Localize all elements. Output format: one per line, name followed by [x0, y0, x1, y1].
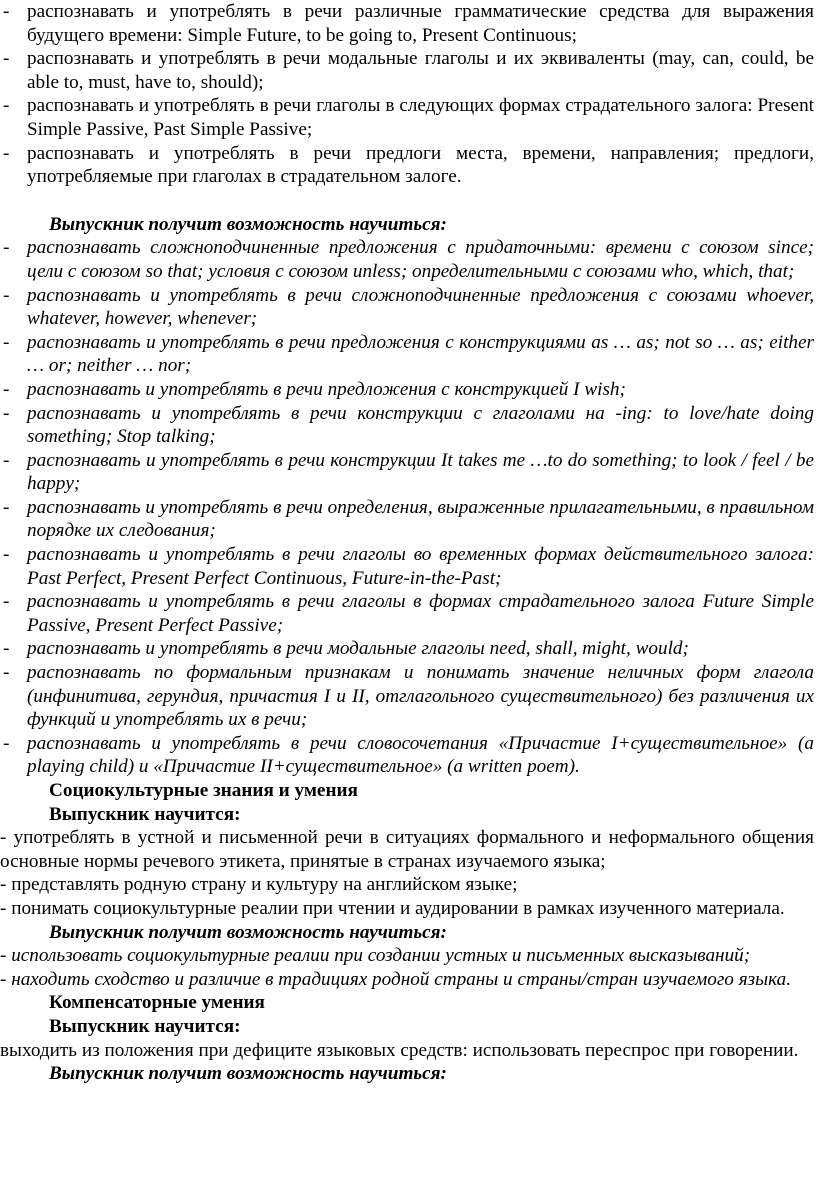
paragraph-text: использовать социокультурные реалии при создании устных и письменных высказываний;: [11, 945, 751, 967]
section-title: Компенсаторные умения: [49, 992, 265, 1014]
list-item: - распознавать и употреблять в речи предложения с конструкцией I wish;: [0, 378, 816, 402]
paragraph-text: употреблять в устной и письменной речи в ситуациях формального и неформального общения основные нормы речевого этикета, принятые в странах изучаемого языка;: [0, 827, 814, 872]
section-heading: Выпускник получит возможность научиться:: [49, 213, 447, 235]
list-item: - распознавать и употреблять в речи конструкции с глаголами на -ing: to love/hate doing something; Stop talking;: [0, 402, 816, 449]
paragraph-item: - понимать социокультурные реалии при чтении и аудировании в рамках изученного материала.: [0, 897, 785, 919]
list-item: - распознавать и употреблять в речи глаголы в следующих формах страдательного залога: Present Simple Passive, Past Simple Passive;: [0, 94, 816, 141]
section-heading: Выпускник получит возможность научиться:: [49, 921, 447, 943]
list-item: - распознавать и употреблять в речи предлоги места, времени, направления; предлоги, употребляемые при глаголах в страдательном залоге.: [0, 142, 816, 189]
paragraph-item: - использовать социокультурные реалии при создании устных и письменных высказываний;: [0, 945, 751, 967]
paragraph-text: представлять родную страну и культуру на английском языке;: [11, 874, 518, 896]
section-subtitle: Выпускник научится:: [49, 1015, 241, 1037]
list-item: - распознавать и употреблять в речи различные грамматические средства для выражения будущего времени: Simple Future, to be going to, Present Continuous;: [0, 0, 816, 47]
list-item: - распознавать сложноподчиненные предложения с придаточными: времени с союзом since; цели с союзом so that; условия с союзом unless; определительными с союзами who, which, that;: [0, 236, 816, 283]
list-item: - распознавать по формальным признакам и понимать значение неличных форм глагола (инфинитива, герундия, причастия I и II, отглагольного существительного) без различения их функций и употреблять их в речи;: [0, 661, 816, 732]
list-item: - распознавать и употреблять в речи словосочетания «Причастие I+существительное» (a playing child) и «Причастие II+существительное» (a written poem).: [0, 732, 816, 779]
spacer: [0, 189, 816, 213]
section-title: Социокультурные знания и умения: [49, 780, 358, 801]
list-item: - распознавать и употреблять в речи конструкции It takes me …to do something; to look / feel / be happy;: [0, 449, 816, 496]
list-item: - распознавать и употреблять в речи глаголы во временных формах действительного залога: Past Perfect, Present Perfect Continuous, Future-in-the-Past;: [0, 543, 816, 590]
list-item: - распознавать и употреблять в речи модальные глаголы и их эквиваленты (may, can, could, be able to, must, have to, should);: [0, 47, 816, 94]
grammar-list-learn: [0, 0, 816, 189]
section-subtitle: Выпускник научится:: [49, 803, 241, 825]
list-item: - распознавать и употреблять в речи сложноподчиненные предложения с союзами whoever, whatever, however, whenever;: [0, 284, 816, 331]
paragraph-text: выходить из положения при дефиците языковых средств: использовать переспрос при говорении.: [0, 1039, 799, 1061]
list-item: - распознавать и употреблять в речи предложения с конструкциями as … as; not so … as; either … or; neither … nor;: [0, 331, 816, 378]
paragraph-text: понимать социокультурные реалии при чтении и аудировании в рамках изученного материала.: [11, 897, 785, 919]
list-item: - распознавать и употреблять в речи модальные глаголы need, shall, might, would;: [0, 637, 816, 661]
paragraph-text: находить сходство и различие в традициях родной страны и страны/стран изучаемого языка.: [11, 968, 791, 990]
list-item: - распознавать и употреблять в речи глаголы в формах страдательного залога Future Simple Passive, Present Perfect Passive;: [0, 590, 816, 637]
paragraph-item: - представлять родную страну и культуру на английском языке;: [0, 874, 518, 896]
paragraph-item: - употреблять в устной и письменной речи в ситуациях формального и неформального общения основные нормы речевого этикета, принятые в странах изучаемого языка;: [0, 827, 814, 872]
paragraph-item: - находить сходство и различие в традициях родной страны и страны/стран изучаемого языка.: [0, 968, 791, 990]
list-item: - распознавать и употреблять в речи определения, выраженные прилагательными, в правильном порядке их следования;: [0, 496, 816, 543]
grammar-list-opportunity: [0, 236, 816, 779]
section-heading: Выпускник получит возможность научиться:: [49, 1063, 447, 1085]
